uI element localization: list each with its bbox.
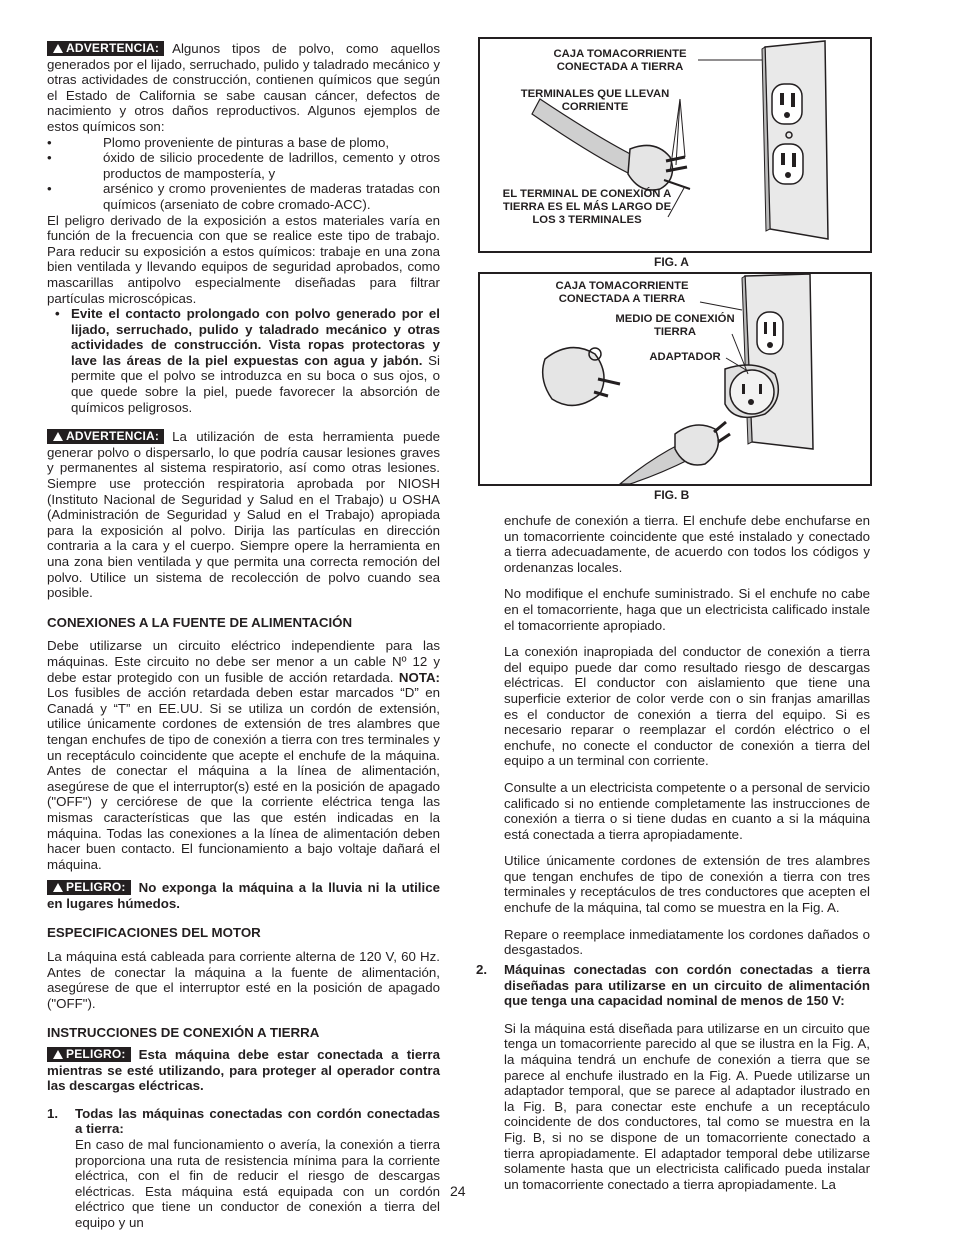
warning-triangle-icon — [53, 432, 63, 441]
paragraph: Consulte a un electricista competente o a personal de servicio calificado si no entiende completamente las instrucciones de conexión a tierra o si tiene dudas en cuanto a si la máquina está conectada a tierra apropiadamente. — [504, 779, 870, 842]
figure-b-caption: FIG. B — [654, 488, 690, 502]
figure-a — [478, 37, 872, 253]
paragraph: Repare o reemplace inmediatamente los cordones dañados o desgastados. — [504, 926, 870, 958]
danger-badge: PELIGRO: — [47, 880, 131, 895]
warning-triangle-icon — [53, 883, 63, 892]
figure-b — [478, 272, 872, 486]
heading-ground: INSTRUCCIONES DE CONEXIÓN A TIERRA — [47, 1025, 320, 1041]
danger-2: PELIGRO: Esta máquina debe estar conectada a tierra mientras se esté utilizando, para proteger al operador contra las descargas eléctricas. — [47, 1047, 440, 1094]
paragraph: Utilice únicamente cordones de extensión de tres alambres que tengan enchufes de tipo de conexión a tierra con tres terminales y receptáculos de tres conductores que acepten el enchufe de la máquina, tal como se muestra en la Fig. A. — [504, 853, 870, 916]
bold-bullet-item: • Evite el contacto prolongado con polvo generado por el lijado, serruchado, pulido y taladrado mecánico y otras actividades de construcción. Vista ropas protectoras y lave las áreas de la piel expuestas con agua y jabón. Si permite que el polvo se introduzca en su boca o sus ojos, o que quede sobre la piel, puede favorecer la absorción de químicos peligrosos. — [55, 306, 440, 415]
warning-triangle-icon — [53, 1050, 63, 1059]
label-adapter: ADAPTADOR — [649, 351, 721, 363]
danger-badge: PELIGRO: — [47, 1047, 131, 1062]
heading-power: CONEXIONES A LA FUENTE DE ALIMENTACIÓN — [47, 614, 353, 630]
item-1-text: En caso de mal funcionamiento o avería, la conexión a tierra proporciona una ruta de resistencia mínima para la corriente eléctrica, con el fin de reducir el riesgo de descargas eléctricas. Esta máquina está equipada con un cordón eléctrico que tiene un conductor de conexión a tierra del equipo y un — [75, 1137, 440, 1230]
label-ground-means: MEDIO DE CONEXIÓN TIERRA — [615, 313, 735, 338]
right-column — [504, 513, 870, 958]
danger-1: PELIGRO: No exponga la máquina a la lluvia ni la utilice en lugares húmedos. — [47, 880, 440, 911]
item-2-text: Si la máquina está diseñada para utilizarse en un circuito que tenga un tomacorriente parecido al que se ilustra en la Fig. A, la máquina tendrá un enchufe de conexión a tierra que se parece al enchufe ilustrado en la Fig. A. Puede utilizarse un adaptador temporal, que se parece al adaptador ilustrado en la Fig. B, para conectar este enchufe a un receptáculo coincidente de dos conductores, tal como se muestra en la Fig. B, si no se dispone de un tomacorriente conectado a tierra apropiadamente. El adaptador temporal debe utilizarse solamente hasta que un electricista calificado pueda instalar un tomacorriente conectado a tierra apropiadamente. La — [504, 1020, 870, 1192]
warning-2: ADVERTENCIA: La utilización de esta herramienta puede generar polvo o dispersarlo, lo que podría causar lesiones graves y permanentes al sistema respiratorio, así como otras lesiones. Siempre use protección respiratoria aprobada por NIOSH (Instituto Nacional de Seguridad y Salud en el Trabajo) u OSHA (Administración de Seguridad y Salud en el Trabajo) apropiada para la exposición al polvo. Dirija las partículas en dirección contraria a la cara y el cuerpo. Siempre opere la herramienta en una zona bien ventilada y que permita una correcta remoción del polvo. Utilice un sistema de recolección de polvo cuando sea posible. — [47, 429, 440, 601]
bullet-item: • Plomo proveniente de pinturas a base de plomo, — [47, 134, 390, 150]
bullet-item: • arsénico y cromo provenientes de maderas tratadas con químicos (arseniato de cobre cromado-ACC). — [47, 181, 440, 212]
label-grounded-box: CAJA TOMACORRIENTE CONECTADA A TIERRA — [555, 280, 689, 305]
numbered-item-2: 2. Máquinas conectadas con cordón conectadas a tierra diseñadas para utilizarse en un circuito de alimentación que tenga una capacidad nominal de menos de 150 V: Si la máquina está diseñada para utilizarse en un circuito que tenga un tomacorriente parecido al que se ilustra en la Fig. A, la máquina tendrá un enchufe de conexión a tierra que se parece al enchufe ilustrado en la Fig. A. Puede utilizarse un adaptador temporal, que se parece al adaptador ilustrado en la Fig. B, para conectar este enchufe a un receptáculo coincidente de dos conductores, tal como se muestra en la Fig. B, si no se dispone de un tomacorriente conectado a tierra apropiadamente. El adaptador temporal debe utilizarse solamente hasta que un electricista calificado pueda instalar un tomacorriente conectado a tierra apropiadamente. La — [476, 962, 870, 1192]
paragraph: enchufe de conexión a tierra. El enchufe debe enchufarse en un tomacorriente coincidente que esté instalado y conectado a tierra adecuadamente, de acuerdo con todos los códigos y ordenanzas locales. — [504, 513, 870, 575]
label-grounded-box: CAJA TOMACORRIENTE CONECTADA A TIERRA — [553, 48, 687, 73]
warning-badge: ADVERTENCIA: — [47, 41, 164, 56]
warning-triangle-icon — [53, 44, 63, 53]
heading-motor: ESPECIFICACIONES DEL MOTOR — [47, 925, 261, 941]
paragraph: La conexión inapropiada del conductor de conexión a tierra del equipo puede dar como resultado riesgo de descargas eléctricas. El conductor con aislamiento que tiene una superficie exterior de color verde con o sin franjas amarillas es el conductor de conexión a tierra del equipo. Si es necesario reparar o reemplazar el cordón eléctrico o el enchufe, no conecte el conductor de conexión a tierra del equipo a un terminal con corriente. — [504, 644, 870, 769]
page-number: 24 — [450, 1183, 466, 1199]
left-column — [47, 41, 440, 1231]
label-live-terminals: TERMINALES QUE LLEVAN CORRIENTE — [520, 88, 670, 113]
paragraph: No modifique el enchufe suministrado. Si el enchufe no cabe en el tomacorriente, haga que un electricista calificado instale el tomacorriente apropiado. — [504, 586, 870, 633]
power-paragraph: Debe utilizarse un circuito eléctrico independiente para las máquinas. Este circuito no debe ser menor a un cable Nº 12 y debe estar protegido con un fusible de acción retardada. NOTA: Los fusibles de acción retardada deben estar marcados “D” en Canadá y “T” en EE.UU. Si se utiliza un cordón de extensión, utilice únicamente cordones de extensión de tres alambres que tengan enchufes de tipo de conexión a tierra con tres terminales y un receptáculo coincidente que acepte el enchufe de la máquina. Antes de conectar el máquina a la línea de alimentación, asegúrese de que el interruptor(s) esté en la posición de apagado ("OFF") y cerciórese de que la corriente eléctrica tenga las mismas características que las que estén indicadas en la máquina. Todas las conexiones a la línea de alimentación deben hacer buen contacto. El funcionamiento a bajo voltaje dañará el máquina. — [47, 638, 440, 872]
label-ground-terminal: EL TERMINAL DE CONEXIÓN A TIERRA ES EL MÁS LARGO DE LOS 3 TERMINALES — [502, 188, 672, 226]
risk-paragraph: El peligro derivado de la exposición a estos materiales varía en función de la frecuencia con que se realice este tipo de trabajo. Para reducir su exposición a estos químicos: trabaje en una zona bien ventilada y llevando equipos de seguridad aprobados, como mascarillas antipolvo especialmente diseñadas para filtrar partículas microscópicas. — [47, 212, 440, 306]
numbered-item-1: 1. Todas las máquinas conectadas con cordón conectadas a tierra: — [47, 1105, 440, 1137]
warning-badge: ADVERTENCIA: — [47, 429, 164, 444]
warning-1: ADVERTENCIA: Algunos tipos de polvo, como aquellos generados por el lijado, serruchado, pulido y taladrado mecánico y otras actividades de construcción, contienen químicos que según el Estado de California se sabe causan cáncer, defectos de nacimiento y otros daños reproductivos. Algunos ejemplos de estos químicos son: — [47, 41, 440, 134]
bullet-item: • óxido de silicio procedente de ladrillos, cemento y otros productos de mampostería, y — [47, 150, 440, 181]
motor-paragraph: La máquina está cableada para corriente alterna de 120 V, 60 Hz. Antes de conectar la máquina a la fuente de alimentación, asegúrese de que el interruptor esté en la posición de apagado ("OFF"). — [47, 949, 440, 1011]
figure-a-caption: FIG. A — [654, 255, 689, 269]
